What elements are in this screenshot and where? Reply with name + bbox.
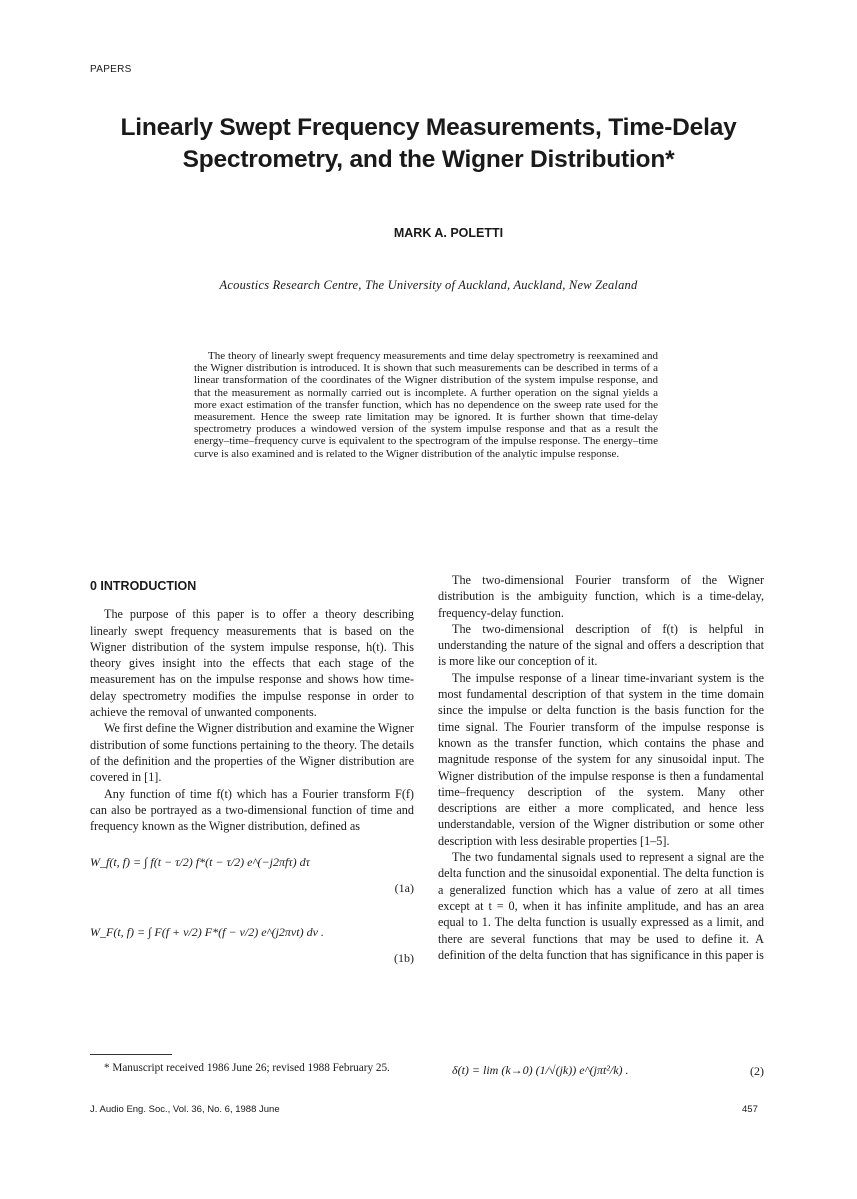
right-paragraph-3: The impulse response of a linear time-invariant system is the most fundamental description of that system in the time domain since the impulse or delta function is the basis function for the time signal. The Fourier transform of the impulse response is known as the transfer function, which contains the phase and magnitude response of the system for any sinusoidal input. The Wigner distribution of the impulse response is then a fundamental time–frequency description of the system. Many other descriptions are either a more complicated, and hence less understandable, version of the Wigner distribution or some other description with less desirable properties [1–5].: [438, 670, 764, 848]
intro-paragraph-2: We first define the Wigner distribution and examine the Wigner distribution of some functions pertaining to the theory. The details of the definition and the properties of the Wigner distribution are covered in [1].: [90, 721, 414, 785]
paper-title: Linearly Swept Frequency Measurements, Time-Delay Spectrometry, and the Wigner Distribution*: [120, 114, 737, 173]
intro-paragraph-1: The purpose of this paper is to offer a theory describing linearly swept frequency measurements that is based on the Wigner distribution of the system impulse response, h(t). This theory gives insight into the effects that each stage of the measurement has on the impulse response and shows how time-delay spectrometry modifies the impulse response in order to achieve the removal of unwanted components.: [90, 607, 414, 720]
equation-1b-number: (1b): [394, 951, 414, 966]
footnote: * Manuscript received 1986 June 26; revised 1988 February 25.: [104, 1062, 390, 1074]
equation-1b: [90, 914, 414, 968]
right-paragraph-4: The two fundamental signals used to represent a signal are the delta function and the sinusoidal exponential. The delta function is a generalized function which has a value of zero at all times except at t = 0, when it has infinite amplitude, and has an area equal to 1. The delta function is usually expressed as a limit, and there are several functions that may be used to define it. A definition of the delta function that has significance in this paper is: [438, 850, 764, 962]
right-paragraph-2: The two-dimensional description of f(t) is helpful in understanding the nature of the signal and offers a description that is more like our conception of it.: [438, 621, 764, 669]
equation-1a-number: (1a): [394, 881, 414, 896]
right-column: [438, 572, 764, 963]
equation-2-number: (2): [750, 1064, 764, 1078]
left-column: [90, 574, 414, 968]
footnote-rule: [90, 1054, 172, 1055]
author-affiliation: Acoustics Research Centre, The University of Auckland, Auckland, New Zealand: [219, 278, 638, 292]
equation-1a-expression: W_f(t, f) = ∫ f(t − τ/2) f*(t − τ/2) e^(−j2πfτ) dτ: [90, 855, 310, 870]
journal-citation: J. Audio Eng. Soc., Vol. 36, No. 6, 1988 June: [90, 1104, 280, 1115]
right-paragraph-1: The two-dimensional Fourier transform of the Wigner distribution is the ambiguity function, which is a time-delay, frequency-delay function.: [438, 573, 764, 620]
equation-1a: [90, 844, 414, 898]
equation-2-expression: δ(t) = lim (k→0) (1/√(jk)) e^(jπt²/k) .: [452, 1063, 629, 1077]
intro-paragraph-3: Any function of time f(t) which has a Fourier transform F(f) can also be portrayed as a two-dimensional function of time and frequency known as the Wigner distribution, defined as: [90, 786, 414, 834]
section-heading-introduction: 0 INTRODUCTION: [90, 579, 197, 593]
equation-1b-expression: W_F(t, f) = ∫ F(f + ν/2) F*(f − ν/2) e^(j2πνt) dν .: [90, 925, 324, 940]
equation-2: [452, 1055, 764, 1091]
author-name: MARK A. POLETTI: [393, 226, 504, 240]
section-label: PAPERS: [90, 64, 132, 75]
abstract: The theory of linearly swept frequency measurements and time delay spectrometry is reexamined and the Wigner distribution is introduced. It is shown that such measurements can be described in terms of a linear transformation of the coordinates of the Wigner distribution of the system impulse response, and that the measurement as normally carried out is incomplete. A further operation on the signal yields a more exact estimation of the transfer function, which has no dependence on the sweep rate used for the measurement. Hence the sweep rate limitation may be ignored. It is further shown that time-delay spectrometry produces a windowed version of the system impulse response and that as a result the energy–time–frequency curve is equivalent to the spectrogram of the impulse response. The energy–time curve is also examined and is related to the Wigner distribution of the analytic impulse response.: [194, 350, 658, 460]
page-number: 457: [742, 1104, 758, 1115]
